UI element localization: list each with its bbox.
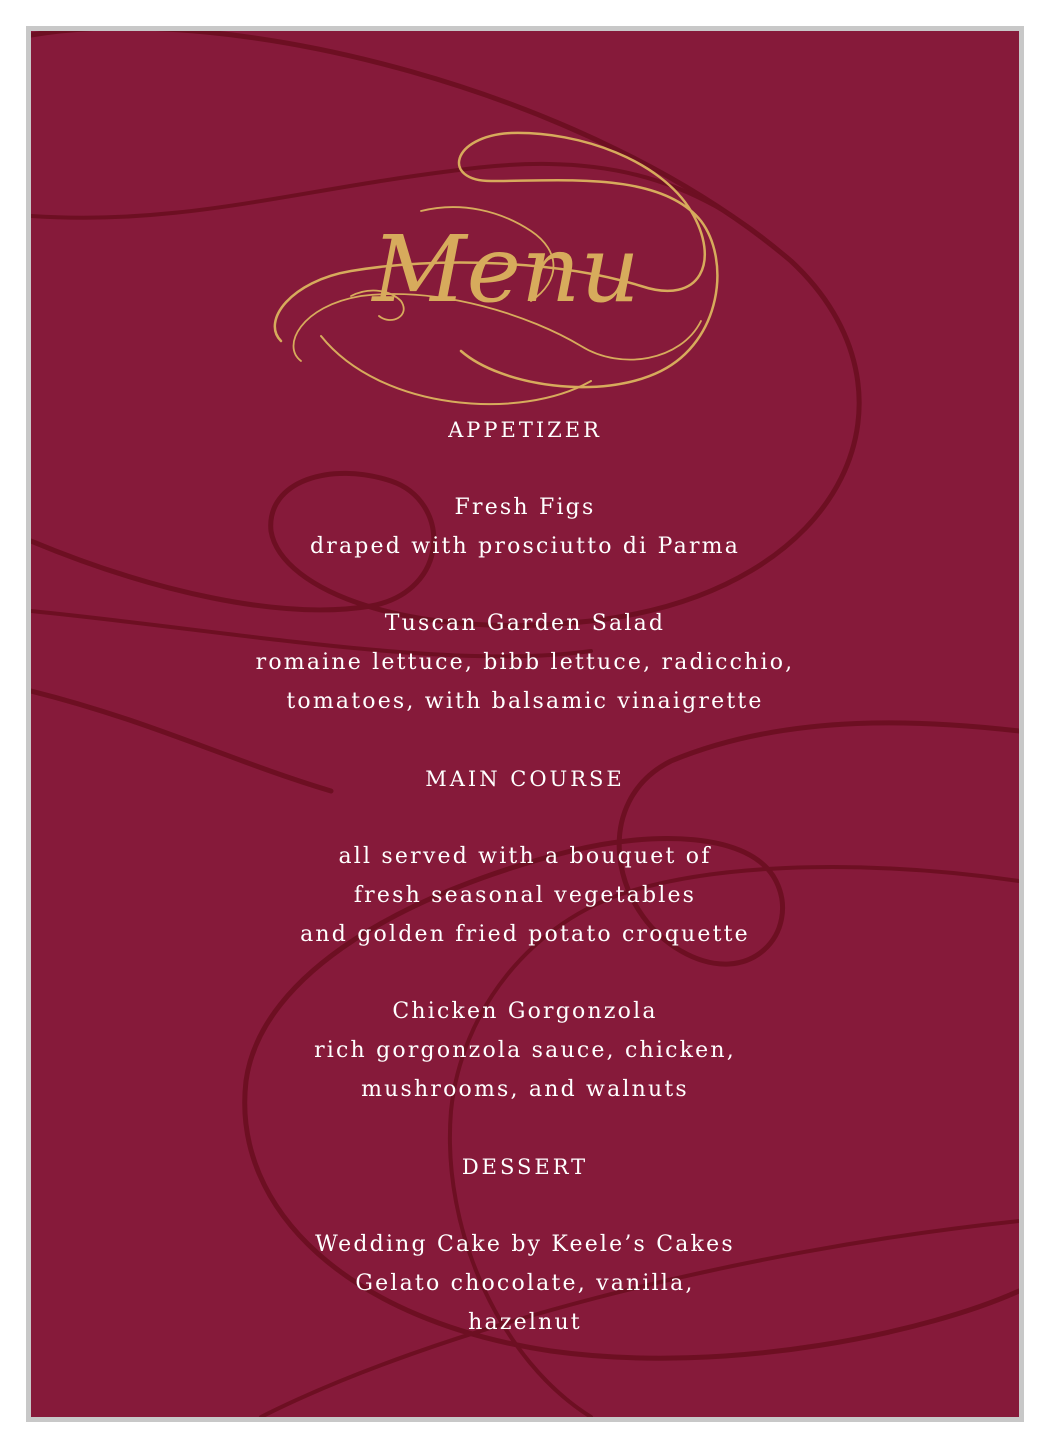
appetizer-item-2-name: Tuscan Garden Salad — [384, 611, 666, 636]
dessert-item-1-desc-1: Gelato chocolate, vanilla, — [355, 1271, 695, 1296]
main-course-item-1-desc-2: mushrooms, and walnuts — [361, 1077, 689, 1102]
menu-title: Menu — [372, 216, 640, 323]
dessert-heading: DESSERT — [461, 1155, 589, 1179]
appetizer-item-2-desc-1: romaine lettuce, bibb lettuce, radicchio, — [255, 650, 795, 675]
appetizer-item-1-name: Fresh Figs — [454, 495, 596, 520]
main-course-intro-3: and golden fried potato croquette — [300, 922, 750, 947]
main-course-item-1-desc-1: rich gorgonzola sauce, chicken, — [314, 1038, 736, 1063]
menu-card — [31, 31, 1019, 1417]
appetizer-heading: APPETIZER — [448, 418, 602, 442]
menu-content — [31, 31, 1019, 1417]
main-course-heading: MAIN COURSE — [425, 767, 625, 791]
main-course-intro-1: all served with a bouquet of — [338, 844, 712, 869]
dessert-item-1-name: Wedding Cake by Keele’s Cakes — [315, 1232, 735, 1257]
dessert-item-1-desc-2: hazelnut — [468, 1310, 582, 1335]
main-course-item-1-name: Chicken Gorgonzola — [392, 999, 658, 1024]
appetizer-item-1-desc: draped with prosciutto di Parma — [309, 534, 741, 559]
main-course-intro-2: fresh seasonal vegetables — [353, 883, 697, 908]
appetizer-item-2-desc-2: tomatoes, with balsamic vinaigrette — [286, 689, 764, 714]
